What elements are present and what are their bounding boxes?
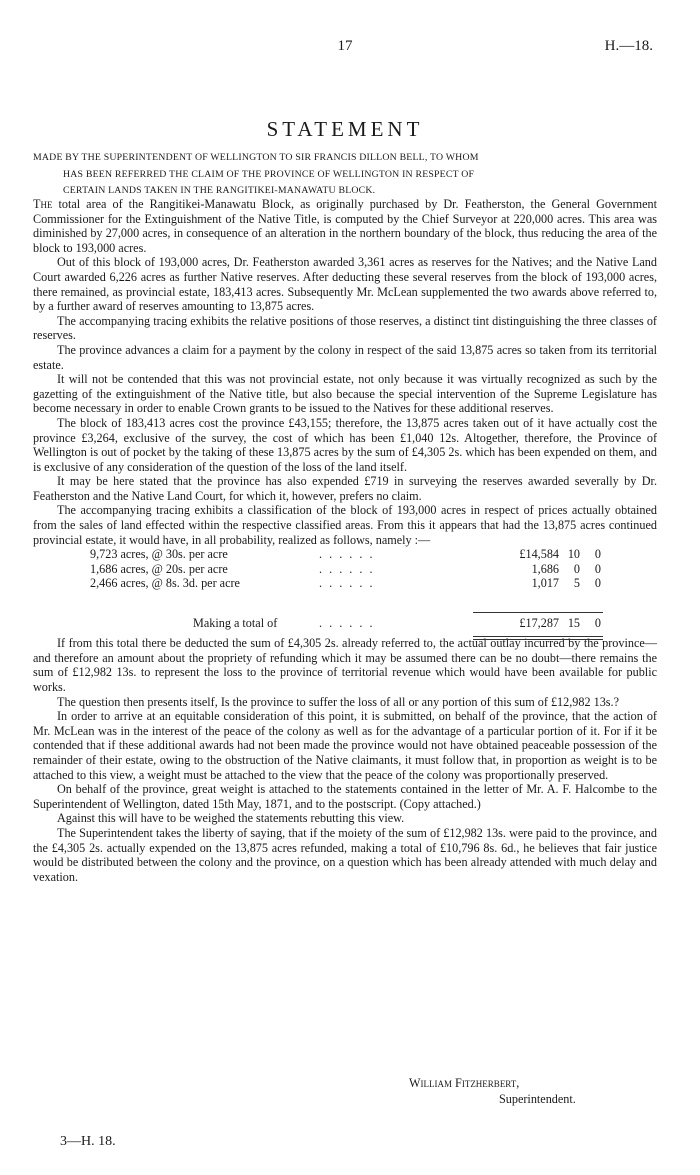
signatory-name: William Fitzherbert, [409, 1076, 520, 1090]
leader-dots: . . . . . . [319, 547, 375, 562]
total-pounds: £17,287 [519, 616, 559, 631]
row-pence: 0 [594, 576, 601, 591]
total-double-rule [473, 636, 603, 637]
document-body [33, 197, 657, 884]
valuation-table [33, 547, 657, 608]
document-reference: H.—18. [604, 38, 653, 54]
sum-rule [473, 612, 603, 613]
signature-mark: 3—H. 18. [60, 1134, 116, 1149]
row-pounds: 1,017 [531, 576, 559, 591]
row-pounds: £14,584 [519, 547, 559, 562]
row-description: 1,686 acres, @ 20s. per acre [90, 561, 228, 576]
paragraph: On behalf of the province, great weight is attached to the statements contained in the letter of Mr. A. F. Halcombe to the Superintendent of Wellington, dated 15th May, 1871, and to the postscript. (Copy attached.) [33, 782, 657, 811]
leader-dots: . . . . . . [319, 576, 375, 591]
paragraph: It will not be contended that this was not provincial estate, not only because it was virtually recognized as such by the gazetting of the extinguishment of the Native title, but also because the special intervention of the Supreme Legislature has become necessary in order to enable Crown grants to be issued to the Natives for these additional reserves. [33, 372, 657, 416]
row-pence: 0 [594, 547, 601, 562]
subtitle-line: CERTAIN LANDS TAKEN IN THE RANGITIKEI-MANAWATU BLOCK. [63, 185, 376, 196]
paragraph: The question then presents itself, Is the province to suffer the loss of all or any portion of this sum of £12,982 13s.? [57, 694, 619, 709]
table-row [33, 547, 657, 562]
page-number: 17 [337, 38, 353, 54]
subtitle-line: MADE BY THE SUPERINTENDENT OF WELLINGTON TO SIR FRANCIS DILLON BELL, TO WHOM [33, 152, 479, 163]
paragraph: The accompanying tracing exhibits the relative positions of those reserves, a distinct tint distinguishing the three classes of reserves. [33, 313, 657, 343]
signatory-title: Superintendent. [499, 1092, 576, 1106]
document-title: STATEMENT [266, 117, 424, 141]
paragraph: The Superintendent takes the liberty of saying, that if the moiety of the sum of £12,982 13s. were paid to the province, and the £4,305 2s. actually expended on the 13,875 acres refunded, making a total of £10,796 8s. 6d., he believes that fair justice would be distributed between the colony and the province, on a question which has been already attended with much delay and vexation. [33, 825, 657, 884]
row-pounds: 1,686 [531, 561, 559, 576]
paragraph: If from this total there be deducted the sum of £4,305 2s. already referred to, the actual outlay incurred by the province—and therefore an amount about the propriety of refunding which it may be assumed there can be no doubt—there remains the sum of £12,982 13s. to represent the loss to the province of territorial revenue which would have been available for public works. [33, 636, 657, 695]
paragraph: Against this will have to be weighed the statements rebutting this view. [57, 811, 405, 826]
table-row [33, 562, 657, 577]
paragraph: In order to arrive at an equitable consideration of this point, it is submitted, on behalf of the province, that the action of Mr. McLean was in the interest of the peace of the colony as well as for the advantage of a particular portion of it. For if it be contended that if these additional awards had not been made the province would not have obtained peaceable possession of the remainder of their estate, owing to the obstruction of the Native claimants, it must follow that, in proportion as weight is to be attached to this view, a weight must be attached to the view that the peace of the colony was proportionally preserved. [33, 709, 657, 782]
subtitle-line: HAS BEEN REFERRED THE CLAIM OF THE PROVINCE OF WELLINGTON IN RESPECT OF [63, 168, 475, 180]
document-page [33, 0, 657, 1175]
running-header [33, 38, 657, 58]
total-pence: 0 [594, 616, 601, 631]
row-shillings: 0 [573, 561, 580, 576]
paragraph: It may be here stated that the province has also expended £719 in surveying the reserves awarded severally by Dr. Featherston and the Native Land Court, for which it, however, prefers no claim. [33, 474, 657, 503]
document-subtitle [33, 150, 657, 200]
leader-dots: . . . . . . [319, 616, 375, 631]
total-double-rule [473, 639, 603, 640]
paragraph: Out of this block of 193,000 acres, Dr. Featherston awarded 3,361 acres as reserves for the Natives; and the Native Land Court awarded 6,226 acres as further Native reserves. After deducting these several reserves from the block of 193,000 acres, there remained, as provincial estate, 183,413 acres. Subsequently Mr. McLean supplemented the two awards above referred to, by a further award of reserves amounting to 13,875 acres. [33, 255, 657, 314]
total-label: Making a total of [193, 616, 278, 631]
leader-dots: . . . . . . [319, 561, 375, 576]
table-row [33, 576, 657, 591]
total-shillings: 15 [567, 616, 580, 631]
row-pence: 0 [594, 561, 601, 576]
paragraph: The block of 183,413 acres cost the province £43,155; therefore, the 13,875 acres taken out of it have actually cost the province £3,264, exclusive of the survey, the cost of which has been £1,040 12s. Altogether, therefore, the Province of Wellington is out of pocket by the taking of these 13,875 acres by the sum of £4,305 2s. which has been expended on them, and is exclusive of any consideration of the question of the loss of the land itself. [33, 415, 657, 474]
row-description: 2,466 acres, @ 8s. 3d. per acre [90, 576, 240, 591]
row-shillings: 5 [573, 576, 580, 591]
paragraph-lead-word: The [33, 197, 53, 211]
paragraph: The accompanying tracing exhibits a classification of the block of 193,000 acres in respect of prices actually obtained from the sales of land effected within the respective classified areas. From this it appears that had the 13,875 acres continued provincial estate, it would have, in all probability, realized as follows, namely :— [33, 503, 657, 547]
paragraph: The total area of the Rangitikei-Manawatu Block, as originally purchased by Dr. Featherston, the General Government Commissioner for the Extinguishment of the Native Title, is computed by the Chief Surveyor at 220,000 acres. This area was diminished by 27,000 acres, in consequence of an alteration in the northern boundary of the block, thus reducing the area of the block to 193,000 acres. [33, 197, 657, 255]
table-total-row [33, 616, 657, 636]
row-shillings: 10 [567, 547, 580, 562]
paragraph: The province advances a claim for a payment by the colony in respect of the said 13,875 acres so taken from its territorial estate. [33, 342, 657, 372]
row-description: 9,723 acres, @ 30s. per acre [90, 547, 228, 562]
